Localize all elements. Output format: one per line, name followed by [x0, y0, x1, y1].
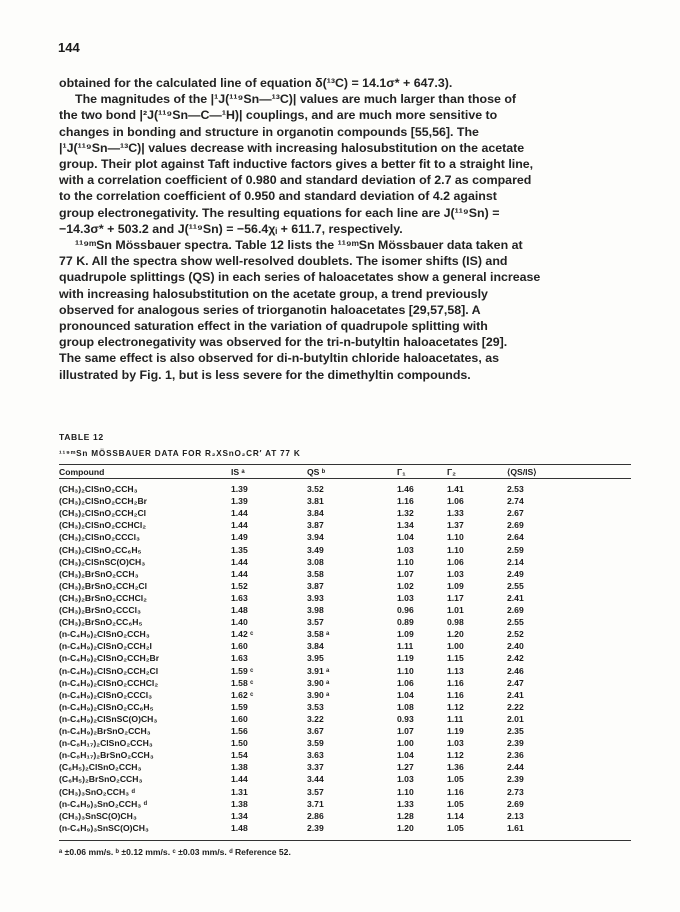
gamma1-cell: 1.33: [397, 798, 414, 809]
qs-cell: 3.22: [307, 713, 324, 724]
is-cell: 1.31: [231, 786, 248, 797]
is-cell: 1.63: [231, 592, 248, 603]
qs-cell: 3.08: [307, 556, 324, 567]
gamma2-cell: 1.00: [447, 641, 464, 652]
compound-cell: (n-C₄H₉)₂ClSnO₂CCCl₃: [59, 689, 153, 700]
compound-cell: (CH₃)₂ClSnO₂CCCl₃: [59, 532, 140, 543]
compound-cell: (n-C₄H₉)₂ClSnO₂CCH₃: [59, 629, 150, 640]
table-footnote: ᵃ ±0.06 mm/s. ᵇ ±0.12 mm/s. ᶜ ±0.03 mm/s. ᵈ Reference 52.: [59, 847, 291, 857]
qs-is-ratio-cell: 1.61: [507, 822, 524, 833]
table-row: [59, 666, 631, 678]
gamma1-cell: 1.28: [397, 810, 414, 821]
gamma1-cell: 0.89: [397, 617, 414, 628]
qs-cell: 3.90 ᵃ: [307, 689, 330, 700]
is-cell: 1.39: [231, 496, 248, 507]
gamma1-cell: 1.06: [397, 677, 414, 688]
qs-cell: 3.71: [307, 798, 324, 809]
table-row: [59, 496, 631, 508]
compound-cell: (CH₃)₂ClSnO₂CCH₂Br: [59, 496, 147, 507]
body-line: changes in bonding and structure in organotin compounds [55,56]. The: [59, 124, 479, 139]
compound-cell: (CH₃)₂BrSnO₂CCHCl₂: [59, 592, 147, 603]
qs-is-ratio-cell: 2.39: [507, 774, 524, 785]
qs-is-ratio-cell: 2.35: [507, 726, 524, 736]
qs-is-ratio-cell: 2.41: [507, 592, 524, 603]
gamma2-cell: 1.05: [447, 798, 464, 809]
gamma2-cell: 1.17: [447, 592, 464, 603]
is-cell: 1.60: [231, 641, 248, 652]
table-row: [59, 520, 631, 532]
gamma1-cell: 1.04: [397, 532, 414, 543]
gamma2-cell: 1.01: [447, 605, 464, 615]
qs-is-ratio-cell: 2.47: [507, 677, 524, 688]
table-row: [59, 569, 631, 581]
qs-is-ratio-cell: 2.46: [507, 665, 524, 676]
body-line: obtained for the calculated line of equation δ(¹³C) = 14.1σ* + 647.3).: [59, 76, 453, 90]
table-row: [59, 653, 631, 665]
compound-cell: (CH₃)₂ClSnSC(O)CH₃: [59, 556, 146, 567]
gamma1-cell: 1.07: [397, 568, 414, 579]
compound-cell: (n-C₈H₁₇)₂ClSnO₂CCH₃: [59, 738, 153, 749]
qs-cell: 3.58 ᵃ: [307, 629, 330, 640]
table-title: ¹¹⁹ᵐSn MÖSSBAUER DATA FOR R₂XSnO₂CR′ AT 77 K: [59, 449, 301, 458]
qs-cell: 3.98: [307, 605, 324, 615]
qs-cell: 2.86: [307, 810, 324, 821]
gamma1-cell: 1.11: [397, 641, 414, 652]
qs-is-ratio-cell: 2.42: [507, 653, 524, 664]
compound-cell: (CH₃)₂ClSnO₂CCHCl₂: [59, 520, 147, 531]
body-text: [59, 75, 631, 383]
body-line: −14.3σ* + 503.2 and J(¹¹⁹Sn) = −56.4χᵢ + 611.7, respectively.: [59, 221, 403, 236]
table-row: [59, 774, 631, 786]
body-line: to the correlation coefficient of 0.950 and standard deviation of 4.2 against: [59, 189, 497, 204]
qs-cell: 3.59: [307, 738, 324, 749]
compound-cell: (CH₃)₂ClSnO₂CCH₃: [59, 484, 138, 494]
gamma2-cell: 1.15: [447, 653, 464, 664]
qs-is-ratio-cell: 2.69: [507, 520, 524, 531]
body-line: the two bond |²J(¹¹⁹Sn—C—¹H)| couplings, and are much more sensitive to: [59, 108, 498, 123]
gamma2-cell: 1.41: [447, 484, 464, 494]
table-row: [59, 508, 631, 520]
qs-cell: 3.95: [307, 653, 324, 664]
compound-cell: (n-C₄H₉)₂ClSnO₂CCH₂I: [59, 641, 152, 652]
is-cell: 1.62 ᶜ: [231, 689, 254, 700]
gamma1-cell: 1.10: [397, 556, 414, 567]
body-line: with a correlation coefficient of 0.980 and standard deviation of 2.7 as compared: [59, 173, 532, 188]
gamma2-cell: 1.20: [447, 629, 464, 640]
table-row: [59, 762, 631, 774]
qs-is-ratio-cell: 2.67: [507, 508, 524, 519]
qs-cell: 3.84: [307, 641, 324, 652]
is-cell: 1.44: [231, 556, 248, 567]
qs-cell: 3.57: [307, 617, 324, 628]
body-line: The magnitudes of the |¹J(¹¹⁹Sn—¹³C)| values are much larger than those of: [75, 92, 517, 107]
column-header-is: IS ᵃ: [231, 467, 245, 477]
compound-cell: (C₆H₅)₂BrSnO₂CCH₃: [59, 774, 143, 785]
table-row: [59, 690, 631, 702]
compound-cell: (n-C₄H₉)₂ClSnO₂CCHCl₂: [59, 677, 159, 688]
table-row: [59, 593, 631, 605]
compound-cell: (n-C₄H₉)₃SnO₂CCH₃ ᵈ: [59, 798, 148, 809]
body-line: ¹¹⁹ᵐSn Mössbauer spectra. Table 12 lists the ¹¹⁹ᵐSn Mössbauer data taken at: [75, 238, 523, 253]
is-cell: 1.38: [231, 762, 248, 773]
qs-is-ratio-cell: 2.73: [507, 786, 524, 797]
is-cell: 1.44: [231, 520, 248, 531]
is-cell: 1.52: [231, 580, 248, 591]
compound-cell: (CH₃)₂BrSnO₂CCCl₃: [59, 605, 141, 615]
is-cell: 1.63: [231, 653, 248, 664]
gamma1-cell: 1.07: [397, 726, 414, 736]
gamma2-cell: 1.10: [447, 544, 464, 555]
compound-cell: (CH₃)₃SnSC(O)CH₃: [59, 810, 137, 821]
body-line: quadrupole splittings (QS) in each series of haloacetates show a general increase: [59, 270, 541, 285]
column-header-qs: QS ᵇ: [307, 467, 326, 477]
qs-cell: 3.44: [307, 774, 324, 785]
table-row: [59, 811, 631, 823]
column-header-qs-is-ratio: ⟨QS/IS⟩: [507, 467, 537, 477]
gamma1-cell: 1.27: [397, 762, 414, 773]
gamma2-cell: 1.36: [447, 762, 464, 773]
gamma1-cell: 1.09: [397, 629, 414, 640]
qs-cell: 3.91 ᵃ: [307, 665, 330, 676]
qs-is-ratio-cell: 2.44: [507, 762, 524, 773]
gamma2-cell: 1.05: [447, 774, 464, 785]
gamma1-cell: 1.46: [397, 484, 414, 494]
qs-cell: 3.67: [307, 726, 324, 736]
qs-is-ratio-cell: 2.74: [507, 496, 524, 507]
gamma2-cell: 1.16: [447, 677, 464, 688]
compound-cell: (n-C₄H₉)₂ClSnO₂CCH₂Cl: [59, 665, 159, 676]
is-cell: 1.35: [231, 544, 248, 555]
qs-is-ratio-cell: 2.39: [507, 738, 524, 749]
compound-cell: (n-C₄H₉)₃SnSC(O)CH₃: [59, 822, 149, 833]
qs-cell: 3.84: [307, 508, 324, 519]
table-row: [59, 629, 631, 641]
compound-cell: (C₆H₅)₂ClSnO₂CCH₃: [59, 762, 142, 773]
is-cell: 1.59: [231, 701, 248, 712]
gamma2-cell: 1.12: [447, 750, 464, 761]
table-row: [59, 787, 631, 799]
gamma1-cell: 1.10: [397, 786, 414, 797]
compound-cell: (CH₃)₂ClSnO₂CC₆H₅: [59, 544, 142, 555]
is-cell: 1.58 ᶜ: [231, 677, 254, 688]
gamma1-cell: 1.03: [397, 774, 414, 785]
table-row: [59, 581, 631, 593]
gamma2-cell: 1.09: [447, 580, 464, 591]
table-top-rule: [59, 464, 631, 465]
body-line: group electronegativity was observed for the tri-n-butyltin haloacetates [29].: [59, 335, 508, 350]
table-row: [59, 617, 631, 629]
compound-cell: (n-C₄H₉)₂BrSnO₂CCH₃: [59, 726, 151, 736]
is-cell: 1.48: [231, 605, 248, 615]
table-row: [59, 823, 631, 835]
gamma1-cell: 1.04: [397, 750, 414, 761]
gamma1-cell: 1.04: [397, 689, 414, 700]
table-row: [59, 545, 631, 557]
gamma2-cell: 1.11: [447, 713, 464, 724]
gamma1-cell: 1.08: [397, 701, 414, 712]
qs-is-ratio-cell: 2.14: [507, 556, 524, 567]
body-line: illustrated by Fig. 1, but is less severe for the dimethyltin compounds.: [59, 367, 471, 382]
compound-cell: (CH₃)₂ClSnO₂CCH₂Cl: [59, 508, 147, 519]
qs-cell: 3.57: [307, 786, 324, 797]
qs-cell: 3.90 ᵃ: [307, 677, 330, 688]
compound-cell: (CH₃)₂BrSnO₂CCH₃: [59, 568, 139, 579]
table-bottom-rule: [59, 840, 631, 841]
body-line: 77 K. All the spectra show well-resolved doublets. The isomer shifts (IS) and: [59, 254, 508, 269]
table-row: [59, 605, 631, 617]
qs-cell: 3.49: [307, 544, 324, 555]
gamma2-cell: 1.33: [447, 508, 464, 519]
gamma1-cell: 1.02: [397, 580, 414, 591]
qs-is-ratio-cell: 2.64: [507, 532, 524, 543]
body-line: |¹J(¹¹⁹Sn—¹³C)| values decrease with increasing halosubstitution on the acetate: [59, 140, 525, 155]
qs-is-ratio-cell: 2.53: [507, 484, 524, 494]
is-cell: 1.44: [231, 774, 248, 785]
qs-is-ratio-cell: 2.36: [507, 750, 524, 761]
gamma2-cell: 1.16: [447, 689, 464, 700]
qs-is-ratio-cell: 2.52: [507, 629, 524, 640]
body-line: group. Their plot against Taft inductive factors gives a better fit to a straight line,: [59, 157, 534, 172]
gamma1-cell: 1.32: [397, 508, 414, 519]
gamma2-cell: 1.19: [447, 726, 464, 736]
table-caption: TABLE 12: [59, 432, 104, 442]
page-number: 144: [58, 40, 80, 55]
is-cell: 1.56: [231, 726, 248, 736]
qs-cell: 3.37: [307, 762, 324, 773]
qs-is-ratio-cell: 2.40: [507, 641, 524, 652]
qs-cell: 3.94: [307, 532, 324, 543]
qs-cell: 3.52: [307, 484, 324, 494]
qs-is-ratio-cell: 2.01: [507, 713, 524, 724]
compound-cell: (n-C₄H₉)₂ClSnSC(O)CH₃: [59, 713, 158, 724]
is-cell: 1.34: [231, 810, 248, 821]
gamma1-cell: 1.16: [397, 496, 414, 507]
qs-is-ratio-cell: 2.69: [507, 798, 524, 809]
compound-cell: (CH₃)₂BrSnO₂CCH₂Cl: [59, 580, 147, 591]
qs-is-ratio-cell: 2.49: [507, 568, 524, 579]
is-cell: 1.50: [231, 738, 248, 749]
body-line: observed for analogous series of triorganotin haloacetates [29,57,58]. A: [59, 302, 481, 317]
gamma1-cell: 1.19: [397, 653, 414, 664]
body-line: The same effect is also observed for di-n-butyltin chloride haloacetates, as: [59, 351, 499, 366]
gamma1-cell: 1.34: [397, 520, 414, 531]
is-cell: 1.44: [231, 568, 248, 579]
table-row: [59, 750, 631, 762]
body-line: group electronegativity. The resulting equations for each line are J(¹¹⁹Sn) =: [59, 205, 500, 220]
table-header-rule: [59, 478, 631, 479]
qs-cell: 3.63: [307, 750, 324, 761]
is-cell: 1.38: [231, 798, 248, 809]
gamma2-cell: 1.10: [447, 532, 464, 543]
qs-is-ratio-cell: 2.22: [507, 701, 524, 712]
compound-cell: (n-C₈H₁₇)₂BrSnO₂CCH₃: [59, 750, 154, 761]
gamma2-cell: 1.16: [447, 786, 464, 797]
qs-is-ratio-cell: 2.41: [507, 689, 524, 700]
table-row: [59, 678, 631, 690]
table-row: [59, 738, 631, 750]
is-cell: 1.44: [231, 508, 248, 519]
column-header-gamma1: Γ₁: [397, 467, 406, 477]
is-cell: 1.39: [231, 484, 248, 494]
table-row: [59, 532, 631, 544]
table-row: [59, 641, 631, 653]
gamma1-cell: 1.00: [397, 738, 414, 749]
table-row: [59, 557, 631, 569]
is-cell: 1.60: [231, 713, 248, 724]
body-line: with increasing halosubstitution on the acetate group, a trend previously: [59, 286, 488, 301]
is-cell: 1.48: [231, 822, 248, 833]
gamma2-cell: 1.03: [447, 568, 464, 579]
gamma2-cell: 1.03: [447, 738, 464, 749]
qs-cell: 3.93: [307, 592, 324, 603]
qs-cell: 3.81: [307, 496, 324, 507]
qs-cell: 3.53: [307, 701, 324, 712]
qs-is-ratio-cell: 2.55: [507, 580, 524, 591]
gamma2-cell: 1.13: [447, 665, 464, 676]
qs-is-ratio-cell: 2.69: [507, 605, 524, 615]
table-row: [59, 484, 631, 496]
is-cell: 1.49: [231, 532, 248, 543]
is-cell: 1.42 ᶜ: [231, 629, 254, 640]
gamma2-cell: 1.06: [447, 556, 464, 567]
gamma2-cell: 1.06: [447, 496, 464, 507]
gamma1-cell: 0.93: [397, 713, 414, 724]
column-header-gamma2: Γ₂: [447, 467, 456, 477]
gamma1-cell: 1.03: [397, 592, 414, 603]
qs-cell: 3.87: [307, 580, 324, 591]
body-line: pronounced saturation effect in the variation of quadrupole splitting with: [59, 319, 488, 334]
table-row: [59, 702, 631, 714]
compound-cell: (n-C₄H₉)₂ClSnO₂CC₆H₅: [59, 701, 154, 712]
gamma2-cell: 1.37: [447, 520, 464, 531]
qs-is-ratio-cell: 2.55: [507, 617, 524, 628]
qs-cell: 3.87: [307, 520, 324, 531]
gamma1-cell: 0.96: [397, 605, 414, 615]
compound-cell: (CH₃)₂BrSnO₂CC₆H₅: [59, 617, 143, 628]
table-row: [59, 714, 631, 726]
gamma1-cell: 1.03: [397, 544, 414, 555]
gamma2-cell: 0.98: [447, 617, 464, 628]
gamma1-cell: 1.10: [397, 665, 414, 676]
gamma2-cell: 1.14: [447, 810, 464, 821]
qs-cell: 3.58: [307, 568, 324, 579]
gamma2-cell: 1.12: [447, 701, 464, 712]
table-row: [59, 799, 631, 811]
compound-cell: (n-C₄H₉)₂ClSnO₂CCH₂Br: [59, 653, 160, 664]
qs-cell: 2.39: [307, 822, 324, 833]
is-cell: 1.54: [231, 750, 248, 761]
gamma1-cell: 1.20: [397, 822, 414, 833]
gamma2-cell: 1.05: [447, 822, 464, 833]
qs-is-ratio-cell: 2.59: [507, 544, 524, 555]
compound-cell: (CH₃)₃SnO₂CCH₃ ᵈ: [59, 786, 135, 797]
is-cell: 1.40: [231, 617, 248, 628]
table-row: [59, 726, 631, 738]
column-header-compound: Compound: [59, 467, 105, 477]
is-cell: 1.59 ᶜ: [231, 665, 254, 676]
qs-is-ratio-cell: 2.13: [507, 810, 524, 821]
